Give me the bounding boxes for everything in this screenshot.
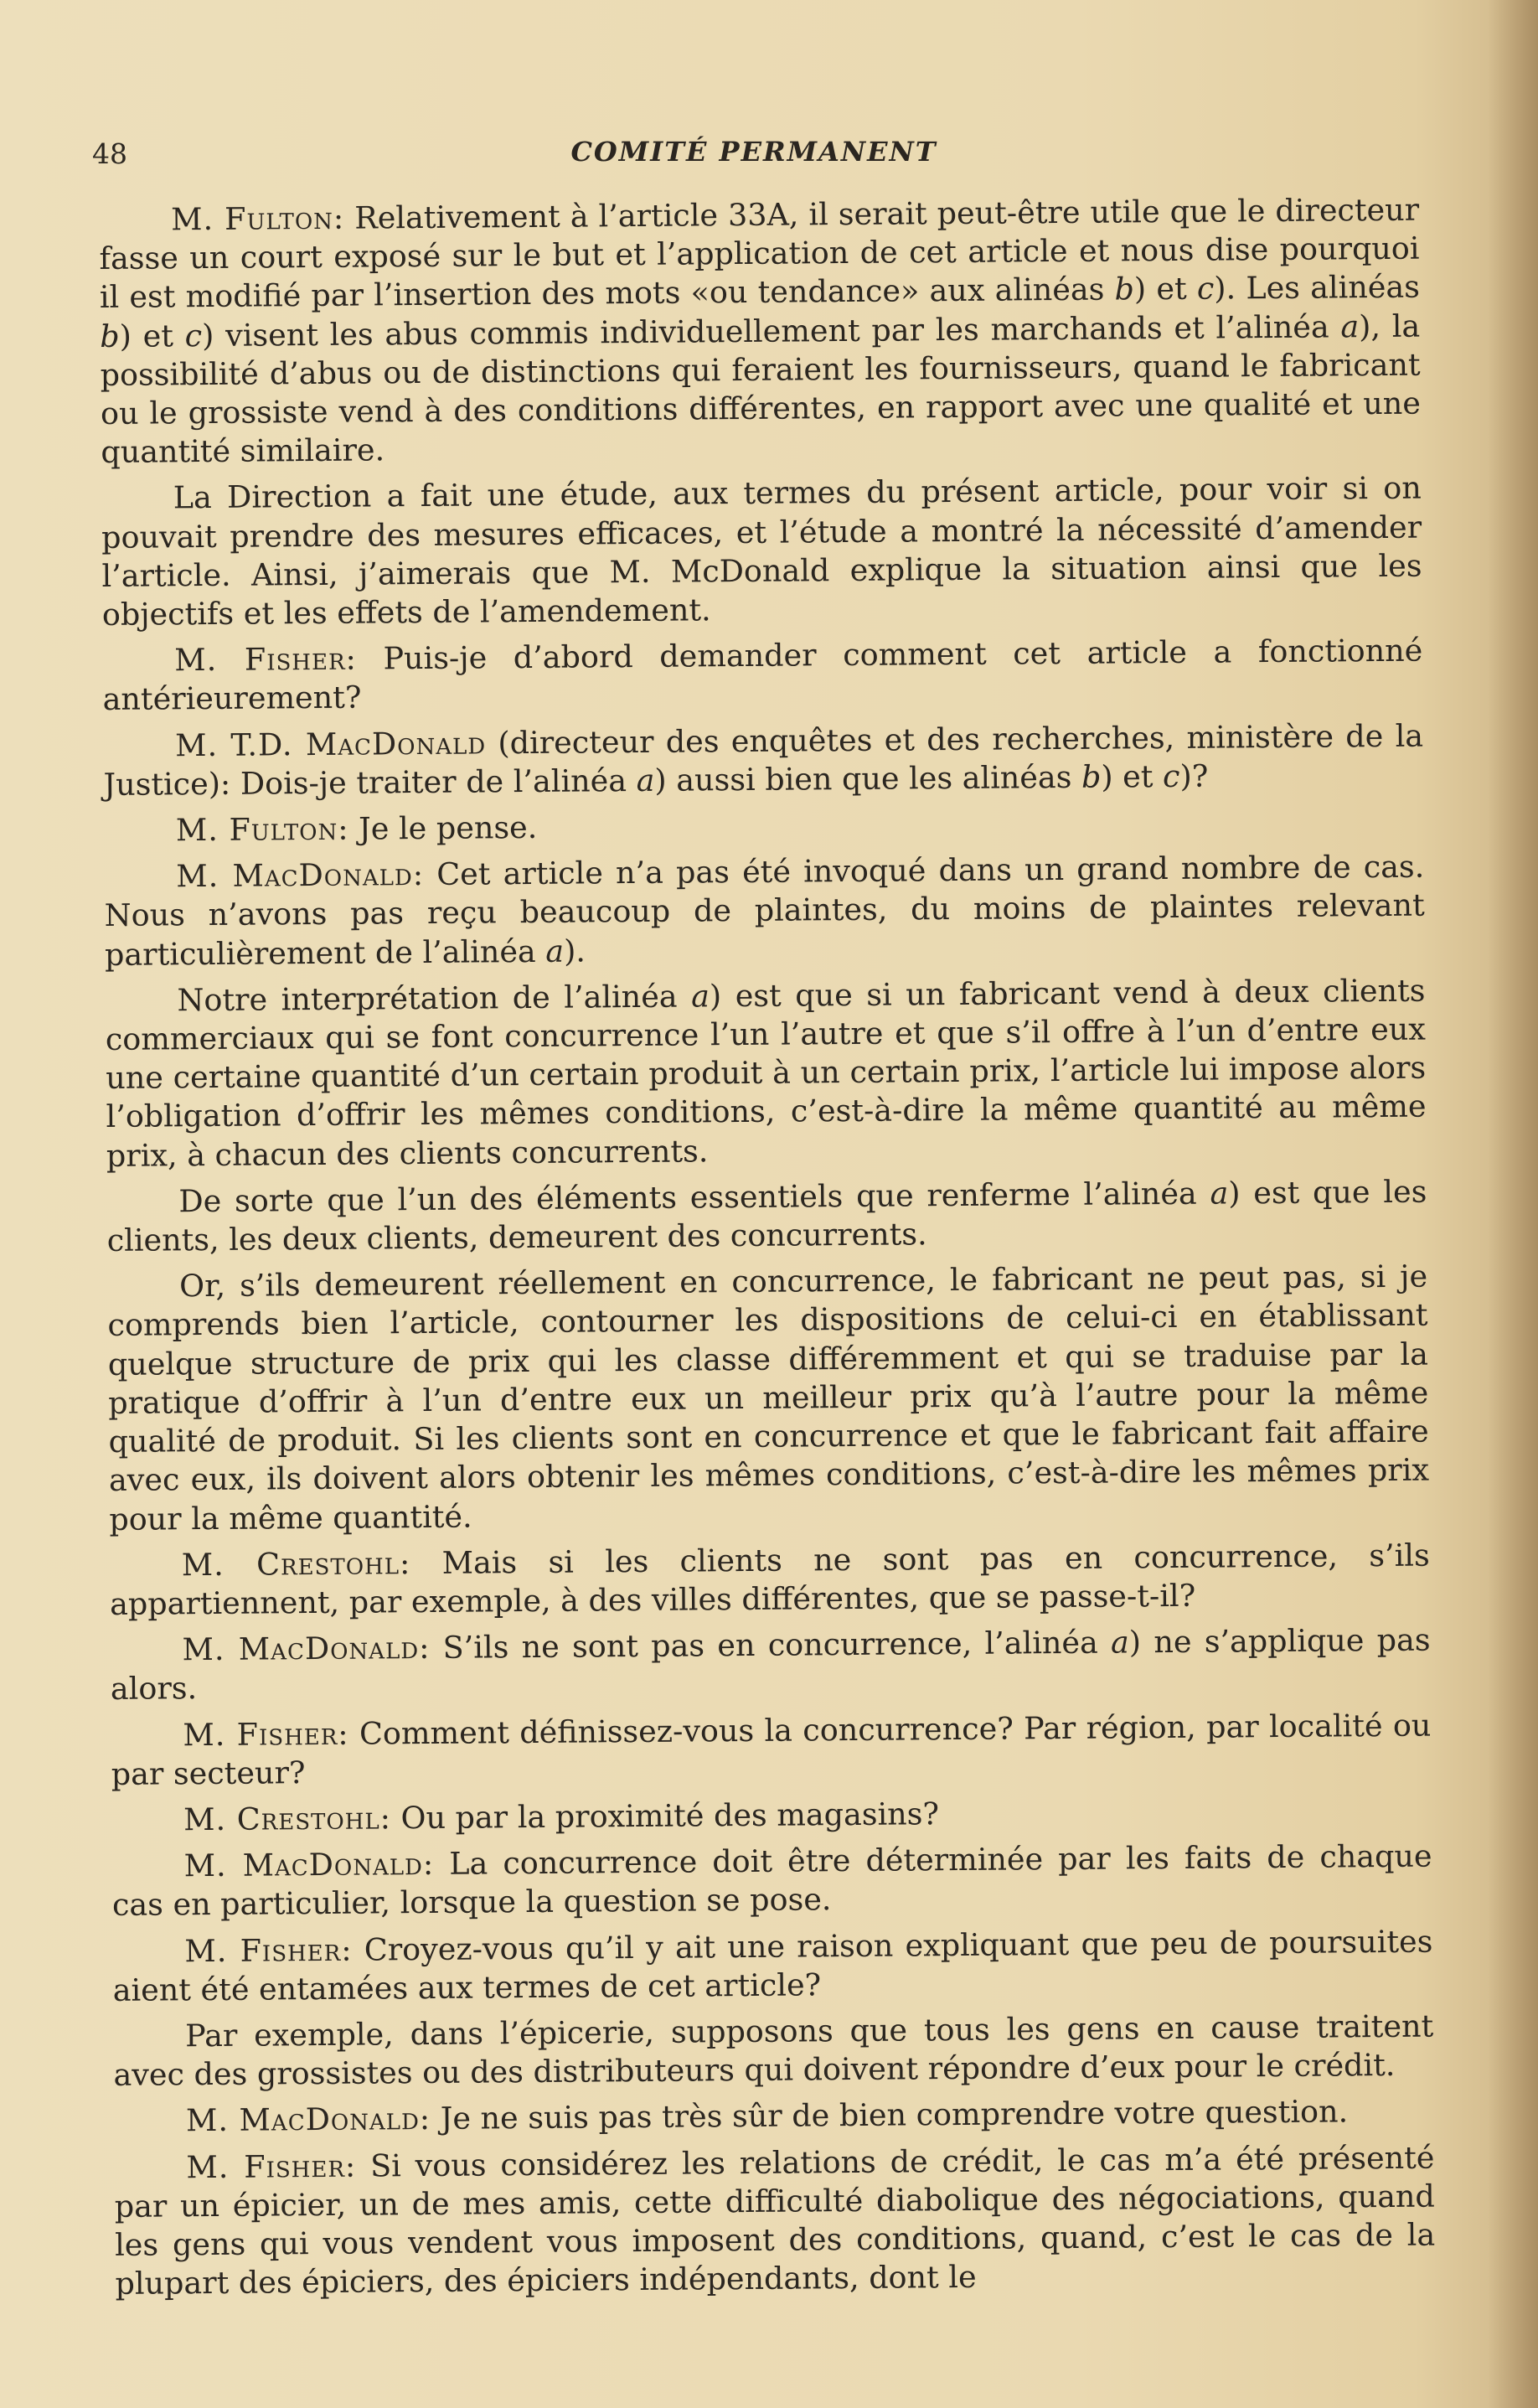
paragraph-text: Si vous considérez les relations de crédit, le cas m’a été présenté par un épicier, un de mes amis, cette difficulté diabolique des négociations, quand les gens qui vous vendent vous imposent des conditions, quand, c’est le cas de la plupart des épiciers, des épiciers indépendants, dont le [114,2139,1436,2302]
paragraph [99,191,1421,473]
speaker-name: M. MacDonald: [185,2101,431,2139]
subparagraph-letter: a [545,933,565,969]
speaker-name: M. T.D. MacDonald [174,725,487,763]
paragraph-text: ) et [119,317,185,354]
subparagraph-letter: c [1196,270,1215,307]
paragraph-text: Comment définissez-vous la concurrence? Par région, par localité ou par secteur? [111,1707,1432,1792]
speaker-name: M. Fisher: [186,2147,357,2185]
subparagraph-letter: b [100,318,120,354]
paragraph-text: ) est que si un fabricant vend à deux clients commerciaux qui se font concurrence l’un l’autre et que s’il offre à l’un d’entre eux une certaine quantité d’un certain produit à un certain prix, l’article lui impose alors l’obligation d’offrir les mêmes conditions, c’est-à-dire la même quantité au même prix, à chacun des clients concurrents. [105,972,1427,1174]
speaker-name: M. Fulton: [175,810,349,849]
page-number: 48 [92,137,127,170]
speaker-name: M. Crestohl: [181,1544,411,1583]
paragraph-text: Je le pense. [348,809,538,847]
paragraph [111,1790,1432,1840]
paragraph [111,1837,1432,1925]
paragraph [106,1172,1427,1260]
paragraph [104,848,1425,974]
speaker-name: M. Fisher: [183,1715,349,1753]
paragraph-text: ) visent les abus commis individuellement par les marchands et l’alinéa [201,307,1341,354]
paragraph [107,1258,1429,1539]
paragraph-text: La Direction a fait une étude, aux termes du présent article, pour voir si on pouvait prendre des mesures efficaces, et l’étude a montré la nécessité d’amender l’article. Ainsi, j’aimerais que M. McDonald explique la situation ainsi que les objectifs et les effets de l’amendement. [101,470,1422,633]
paragraph-text: S’ils ne sont pas en concurrence, l’alinéa [430,1624,1112,1666]
speaker-name: M. Fisher: [184,1931,353,1969]
paragraph [112,1922,1433,2010]
paragraph-text: ) et [1101,757,1164,795]
transcript-body [99,191,1436,2312]
paragraph-text: ) aussi bien que les alinéas [654,758,1082,798]
subparagraph-letter: b [1114,271,1135,307]
speaker-name: M. Fulton: [171,199,345,238]
page-header [92,131,1416,173]
paragraph [102,632,1423,720]
speaker-name: M. MacDonald: [183,1846,435,1884]
paragraph-text: La concurrence doit être déterminée par les faits de chaque cas en particulier, lorsque la question se pose. [111,1837,1432,1924]
paragraph [114,2092,1434,2142]
paragraph-text: Ou par la proximité des magasins? [390,1796,940,1837]
speaker-name: M. Crestohl: [183,1800,392,1838]
paragraph-text: ). Les alinéas [1214,269,1421,307]
paragraph-text: Or, s’ils demeurent réellement en concurrence, le fabricant ne peut pas, si je comprends bien l’article, contourner les dispositions de celui-ci en établissant quelque structure de prix qui les classe différemment et qui se traduise par la pratique d’offrir à l’un d’entre eux un meilleur prix qu’à l’autre pour la même qualité de produit. Si les clients sont en concurrence et que le fabricant fait affaire avec eux, ils doivent alors obtenir les mêmes conditions, c’est-à-dire les mêmes prix pour la même quantité. [107,1258,1430,1537]
paragraph-text: Mais si les clients ne sont pas en concurrence, s’ils appartiennent, par exemple, à des villes différentes, que se passe-t-il? [109,1537,1430,1622]
subparagraph-letter: a [636,762,655,798]
running-head: COMITÉ PERMANENT [570,136,937,168]
paragraph-text: Par exemple, dans l’épicerie, supposons que tous les gens en cause traitent avec des grossistes ou des distributeurs qui doivent répondre d’eux pour le crédit. [113,2008,1434,2094]
paragraph-text: Notre interprétation de l’alinéa [177,978,692,1019]
paragraph-text: (directeur des enquêtes et des recherches, ministère de la Justice): Dois-je traiter de l’alinéa [103,717,1424,803]
paragraph-text: )? [1179,757,1209,794]
speaker-name: M. MacDonald: [182,1630,431,1668]
subparagraph-letter: c [184,317,203,354]
paragraph-text: De sorte que l’un des éléments essentiels que renferme l’alinéa [178,1175,1210,1220]
paragraph-text: ), la possibilité d’abus ou de distinctions qui feraient les fournisseurs, quand le fabricant ou le grossiste vend à des conditions différentes, en rapport avec une qualité et une quantité similaire. [100,307,1422,471]
paragraph-text: ) et [1133,271,1198,307]
paragraph [105,971,1427,1175]
paragraph-text: Je ne suis pas très sûr de bien comprendre votre question. [430,2093,1349,2137]
subparagraph-letter: c [1162,757,1180,794]
paragraph [104,802,1424,851]
subparagraph-letter: a [1110,1624,1129,1661]
subparagraph-letter: a [1210,1175,1229,1212]
paragraph [101,469,1422,634]
paragraph-text: ) ne s’applique pas alors. [110,1621,1431,1708]
subparagraph-letter: a [1340,307,1360,344]
paragraph-text: Croyez-vous qu’il y ait une raison expliquant que peu de poursuites aient été entamées aux termes de cet article? [112,1923,1433,2008]
speaker-name: M. MacDonald: [176,856,425,895]
paragraph [111,1706,1432,1794]
paragraph [114,2138,1435,2303]
paragraph [113,2007,1434,2095]
paragraph-text: Puis-je d’abord demander comment cet article a fonctionné antérieurement? [102,632,1423,718]
paragraph-text: Cet article n’a pas été invoqué dans un grand nombre de cas. Nous n’avons pas reçu beaucoup de plaintes, du moins de plaintes relevant particulièrement de l’alinéa [104,848,1425,973]
paragraph [110,1621,1431,1709]
subparagraph-letter: a [690,978,710,1015]
paragraph-text: ). [563,933,586,969]
page-edge-shadow [1488,0,1538,2408]
paragraph [103,716,1424,804]
paragraph-text: Relativement à l’article 33A, il serait peut-être utile que le directeur fasse un court exposé sur le but et l’application de cet article et nous dise pourquoi il est modifié par l’insertion des mots «ou tendance» aux alinéas [99,191,1420,316]
subparagraph-letter: b [1081,758,1102,795]
speaker-name: M. Fisher: [174,640,358,679]
paragraph-text: ) est que les clients, les deux clients, demeurent des concurrents. [106,1173,1427,1259]
paragraph [110,1536,1431,1624]
